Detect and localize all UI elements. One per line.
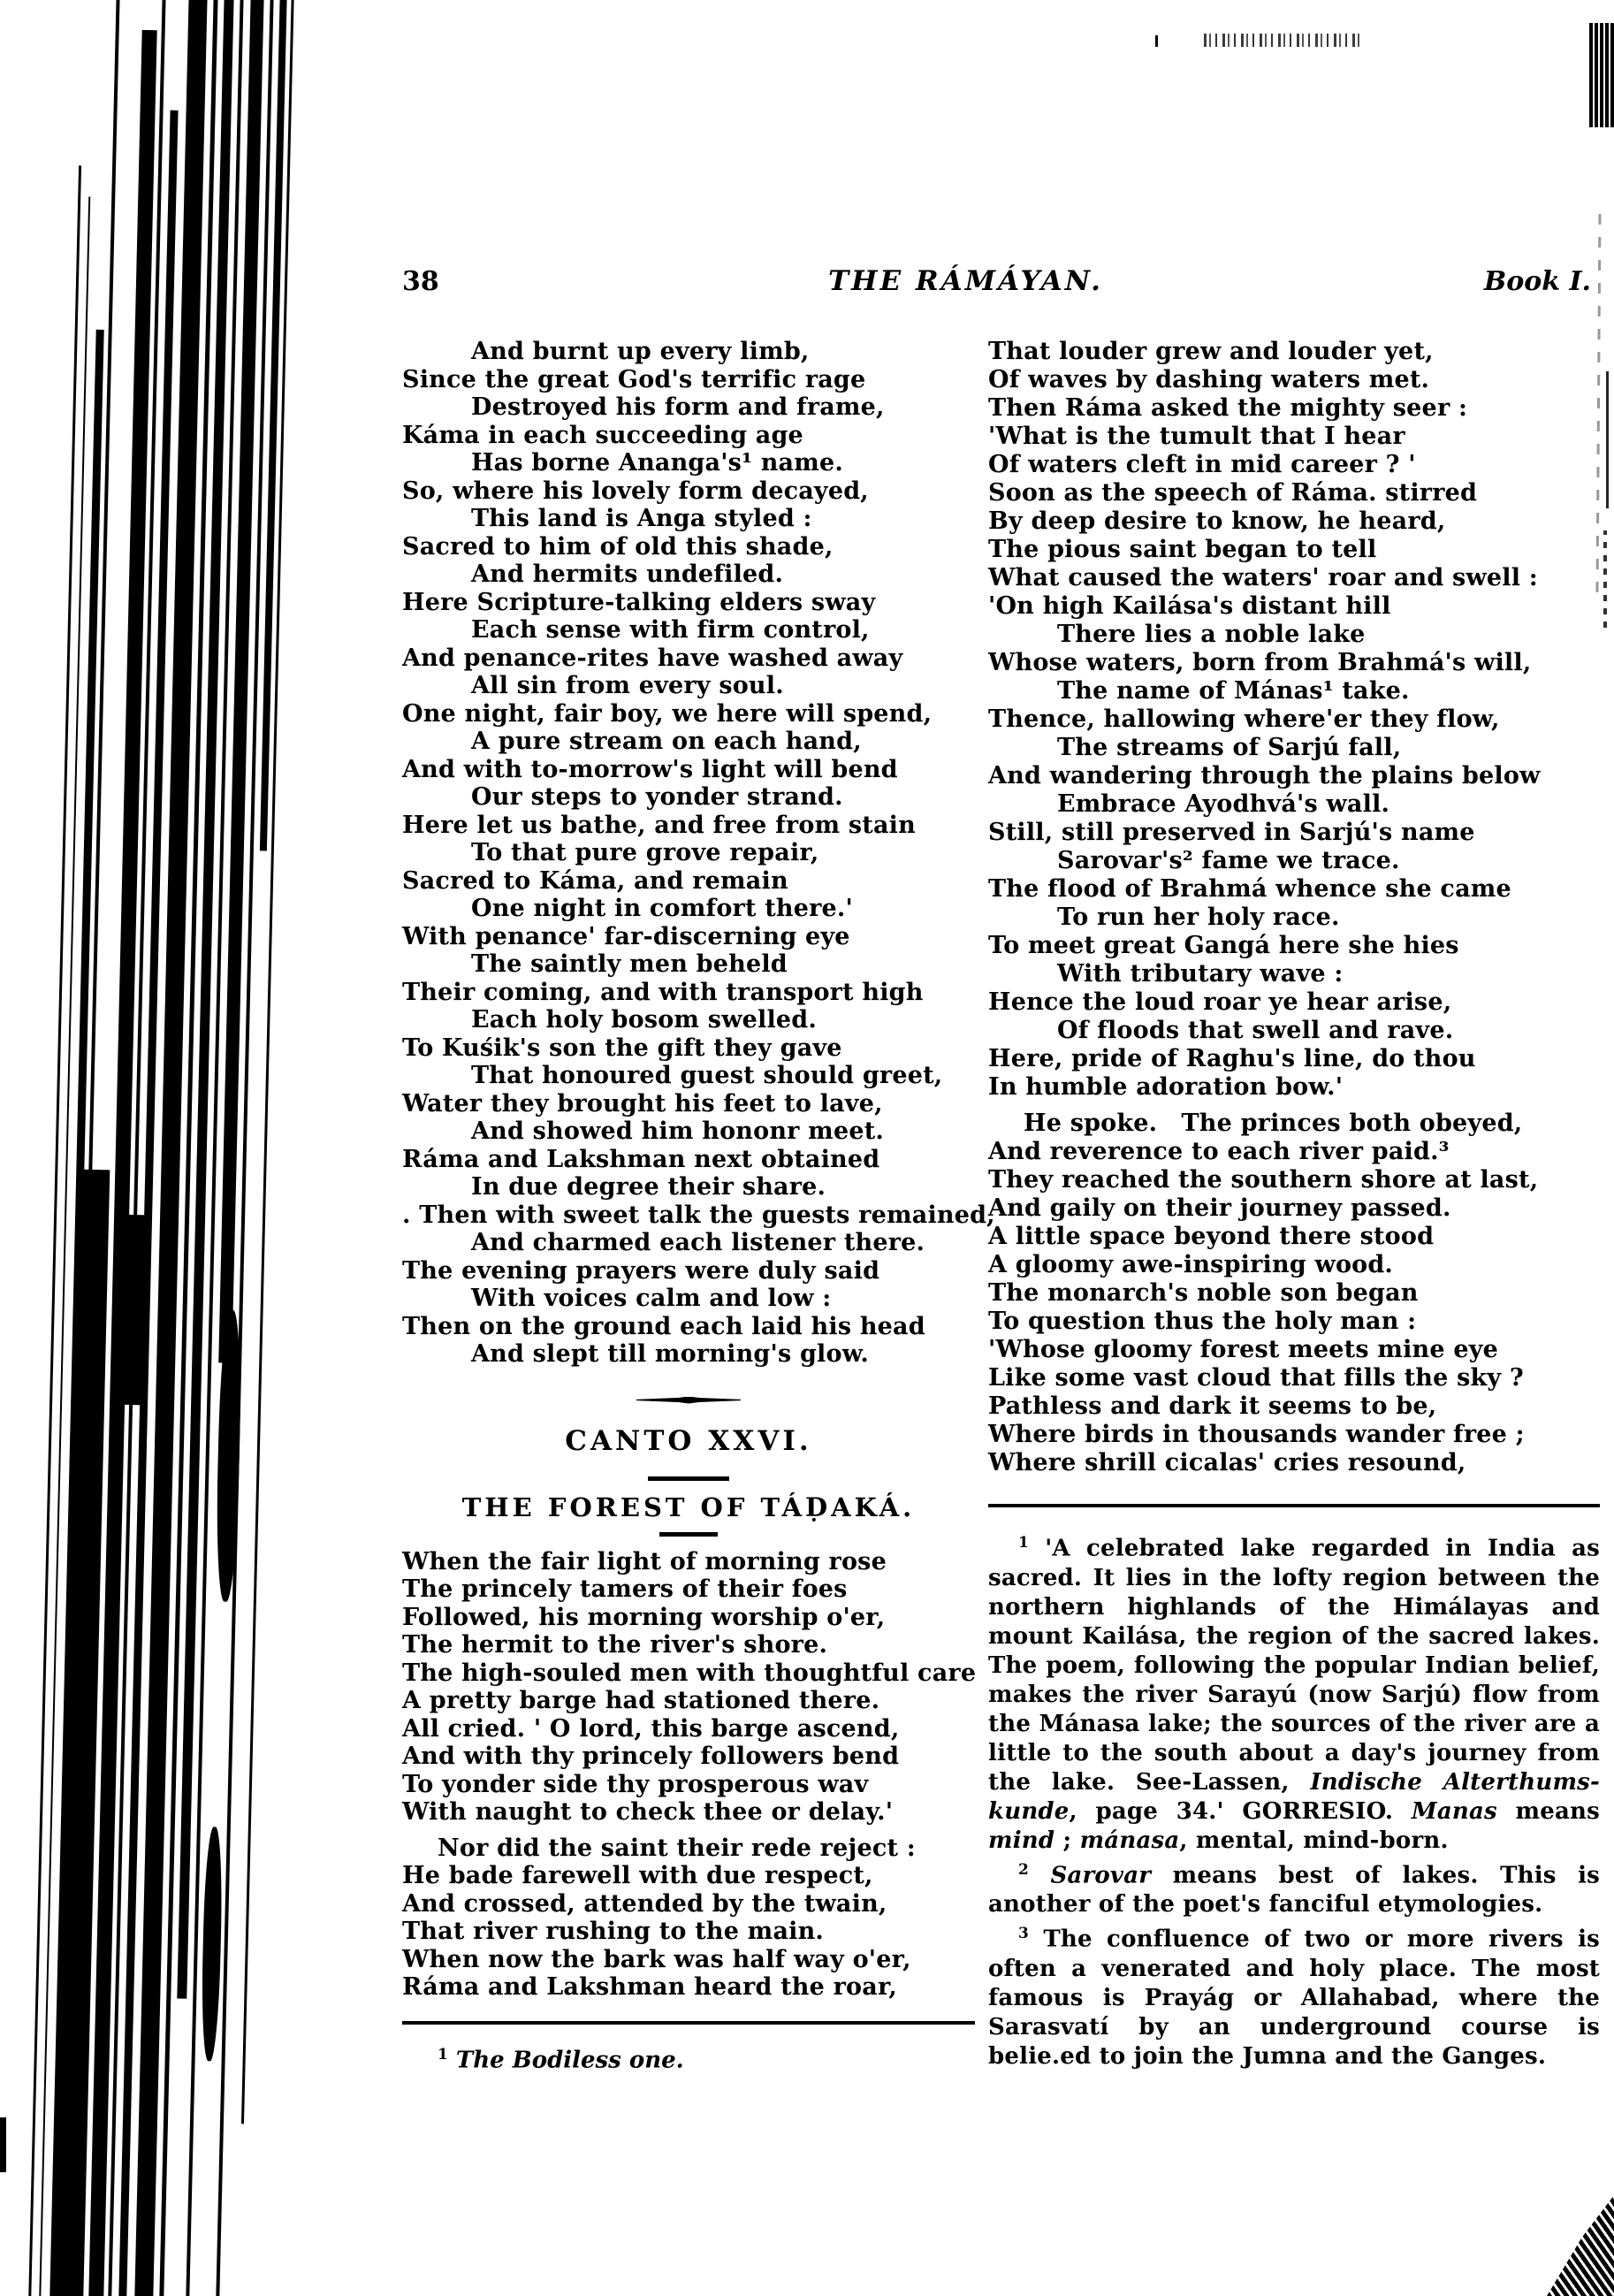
poem-line: Here, pride of Raghu's line, do thou	[988, 1045, 1476, 1072]
footnote	[988, 1919, 1600, 2071]
poem-line: Of floods that swell and rave.	[1057, 1017, 1454, 1044]
footnote-text: 'A celebrated lake regarded in India as sacred. It lies in the lofty region between the northern highlands of the Himálayas and mount Kailása, the region of the sacred lakes. The poem, following the popular Indian belief, makes the river Sarayú (now Sarjú) flow from the Mánasa lake; the sources of the river are a little to the south about a day's journey from the lake. See-Lassen, Indische Alterthums-kunde, page 34.' GORRESIO. Manas means mind ; mánasa, mental, mind-born.	[988, 1535, 1600, 1854]
scan-edge-dots	[1603, 530, 1607, 628]
poem-line: Since the great God's terrific rage	[402, 365, 866, 393]
poem-line: Pathless and dark it seems to be,	[988, 1392, 1437, 1420]
poem-line: Then on the ground each laid his head	[402, 1312, 925, 1340]
poem-line: To meet great Gangá here she hies	[988, 932, 1459, 959]
poem-line: He spoke. The princes both obeyed,	[1024, 1110, 1523, 1137]
left-column	[402, 338, 995, 2074]
poem-line: 'Whose gloomy forest meets mine eye	[988, 1336, 1498, 1363]
poem-line: Of waters cleft in mid career ? '	[988, 451, 1416, 478]
left-poem-1	[402, 338, 995, 1369]
poem-line: And burnt up every limb,	[471, 338, 810, 365]
poem-line: So, where his lovely form decayed,	[402, 477, 869, 505]
poem-line: Then Ráma asked the mighty seer :	[988, 394, 1468, 422]
poem-line: Here let us bathe, and free from stain	[402, 811, 916, 839]
footnote-marker: 1	[438, 2045, 448, 2063]
poem-line: Here Scripture-talking elders sway	[402, 588, 876, 616]
scan-edge-line	[1606, 371, 1609, 508]
poem-line: The evening prayers were duly said	[402, 1256, 880, 1285]
poem-line: And wandering through the plains below	[988, 762, 1541, 789]
poem-line: To yonder side thy prosperous wav	[402, 1770, 869, 1798]
poem-line: All cried. ' O lord, this barge ascend,	[402, 1714, 900, 1743]
poem-line: There lies a noble lake	[1057, 621, 1366, 648]
poem-line: And with to-morrow's light will bend	[402, 755, 898, 783]
poem-line: In humble adoration bow.'	[988, 1073, 1344, 1101]
poem-line: What caused the waters' roar and swell :	[988, 564, 1538, 591]
poem-line: And charmed each listener there.	[471, 1229, 925, 1256]
poem-line: Káma in each succeeding age	[402, 421, 803, 449]
poem-line: Where birds in thousands wander free ;	[988, 1421, 1525, 1448]
poem-line: The princely tamers of their foes	[402, 1575, 848, 1603]
footnote	[988, 1529, 1600, 1856]
scan-blot	[201, 1827, 224, 2061]
footnote-text: The confluence of two or more rivers is often a venerated and holy place. The most famous is Prayág or Allahabad, where the Sarasvatí by an underground course is belie.ed to join the Jumna and the Ganges.	[988, 1926, 1600, 2070]
poem-line: Ráma and Lakshman next obtained	[402, 1145, 880, 1173]
poem-line: When the fair light of morning rose	[402, 1547, 887, 1575]
poem-line: To Kuśik's son the gift they gave	[402, 1034, 842, 1062]
poem-line: In due degree their share.	[471, 1173, 826, 1201]
poem-line: To run her holy race.	[1057, 904, 1340, 931]
poem-line: Sacred to him of old this shade,	[402, 532, 834, 561]
footnotes	[988, 1529, 1600, 2071]
poem-line: One night in comfort there.'	[471, 895, 853, 922]
poem-line: Their coming, and with transport high	[402, 978, 924, 1006]
poem-line: One night, fair boy, we here will spend,	[402, 699, 933, 728]
right-poem	[988, 338, 1600, 1477]
footnote-separator	[402, 2021, 975, 2025]
left-poem-2	[402, 1548, 975, 2002]
chapter-heading: THE FOREST OF TÁḌAKÁ.	[461, 1491, 916, 1522]
poem-line: A pretty barge had stationed there.	[402, 1687, 880, 1714]
poem-line: Nor did the saint their rede reject :	[438, 1834, 916, 1862]
poem-line: And hermits undefiled.	[471, 561, 784, 588]
scan-mark	[0, 2117, 6, 2172]
poem-line: Like some vast cloud that fills the sky ?	[988, 1364, 1524, 1392]
poem-line: With voices calm and low :	[471, 1285, 832, 1312]
poem-line: 'On high Kailása's distant hill	[988, 592, 1391, 620]
book-label: Book I.	[1483, 266, 1591, 297]
poem-line: All sin from every soul.	[471, 672, 784, 699]
poem-line: And with thy princely followers bend	[402, 1743, 900, 1770]
scan-blot	[122, 1215, 151, 1406]
poem-line: Ráma and Lakshman heard the roar,	[402, 1973, 898, 2001]
poem-line: Still, still preserved in Sarjú's name	[988, 819, 1475, 846]
poem-line: Each holy bosom swelled.	[471, 1006, 817, 1034]
poem-line: By deep desire to know, he heard,	[988, 507, 1446, 535]
poem-line: Whose waters, born from Brahmá's will,	[988, 649, 1532, 676]
poem-line: That honoured guest should greet,	[471, 1062, 943, 1089]
poem-line: A gloomy awe-inspiring wood.	[988, 1251, 1394, 1278]
poem-line: The monarch's noble son began	[988, 1279, 1419, 1307]
poem-line: 'What is the tumult that I hear	[988, 423, 1405, 450]
scan-corner-top-right	[1589, 23, 1614, 127]
poem-line: And slept till morning's glow.	[471, 1340, 870, 1368]
poem-line: The pious saint began to tell	[988, 536, 1377, 563]
poem-line: And showed him hononr meet.	[471, 1117, 884, 1145]
page-title: THE RÁMÁYAN.	[828, 265, 1103, 297]
poem-line: With naught to check thee or delay.'	[402, 1798, 894, 1826]
canto-heading: CANTO XXVI.	[565, 1424, 812, 1457]
poem-line: Sarovar's² fame we trace.	[1057, 847, 1400, 874]
poem-line: They reached the southern shore at last,	[988, 1166, 1539, 1194]
poem-line: Hence the loud roar ye hear arise,	[988, 988, 1452, 1016]
poem-line: With penance' far-discerning eye	[402, 922, 850, 950]
section-ornament-rule	[636, 1397, 741, 1404]
poem-line: And penance-rites have washed away	[402, 644, 903, 672]
poem-line: The streams of Sarjú fall,	[1057, 734, 1402, 761]
footnote-marker: 2	[1018, 1860, 1030, 1879]
poem-line: Has borne Ananga's¹ name.	[471, 449, 843, 477]
poem-line: The name of Mánas¹ take.	[1057, 677, 1410, 705]
poem-line: Water they brought his feet to lave,	[402, 1089, 883, 1117]
poem-line: Sacred to Káma, and remain	[402, 866, 788, 895]
footnote-separator	[988, 1504, 1600, 1507]
poem-line: The saintly men beheld	[471, 950, 788, 978]
poem-line: This land is Anga styled :	[471, 505, 812, 532]
page-number: 38	[402, 266, 439, 297]
poem-line: He bade farewell with due respect,	[402, 1862, 873, 1889]
poem-line: Followed, his morning worship o'er,	[402, 1603, 886, 1631]
heading-rule	[648, 1476, 729, 1481]
footnote-marker: 3	[1018, 1925, 1030, 1943]
footnote-marker: 1	[1018, 1534, 1030, 1552]
footnote-text: Sarovar means best of lakes. This is another of the poet's fanciful etymologies.	[988, 1862, 1600, 1918]
poem-line: That louder grew and louder yet,	[988, 338, 1434, 365]
poem-line: And reverence to each river paid.³	[988, 1138, 1450, 1165]
right-column	[988, 338, 1600, 2071]
scan-corner-bottom-right	[1547, 2195, 1614, 2296]
footnote-text: The Bodiless one.	[455, 2047, 684, 2074]
poem-line: And gaily on their journey passed.	[988, 1194, 1451, 1222]
poem-line: Soon as the speech of Ráma. stirred	[988, 479, 1478, 507]
poem-line: . Then with sweet talk the guests remained,	[402, 1201, 995, 1229]
poem-line: The high-souled men with thoughtful care	[402, 1659, 977, 1687]
poem-line: To question thus the holy man :	[988, 1308, 1417, 1335]
poem-line: The flood of Brahmá whence she came	[988, 875, 1511, 903]
poem-line: The hermit to the river's shore.	[402, 1631, 828, 1659]
poem-line: That river rushing to the main.	[402, 1918, 825, 1945]
poem-line: Destroyed his form and frame,	[471, 393, 885, 421]
poem-line: A pure stream on each hand,	[471, 728, 862, 755]
poem-line: A little space beyond there stood	[988, 1223, 1435, 1250]
poem-line: Each sense with firm control,	[471, 616, 870, 644]
scan-tick	[1155, 35, 1158, 47]
running-header	[402, 265, 1591, 297]
footnote	[402, 2046, 975, 2074]
poem-line: With tributary wave :	[1057, 960, 1344, 988]
poem-line: Thence, hallowing where'er they flow,	[988, 706, 1500, 733]
poem-line: Of waves by dashing waters met.	[988, 366, 1430, 393]
scan-smudge-top	[1204, 34, 1361, 47]
poem-line: Embrace Ayodhvá's wall.	[1057, 790, 1390, 818]
poem-line: Our steps to yonder strand.	[471, 783, 843, 811]
footnote	[988, 1856, 1600, 1920]
heading-rule	[659, 1532, 718, 1537]
poem-line: When now the bark was half way o'er,	[402, 1945, 911, 1973]
poem-line: And crossed, attended by the twain,	[402, 1889, 887, 1918]
poem-line: To that pure grove repair,	[471, 839, 819, 866]
poem-line: Where shrill cicalas' cries resound,	[988, 1449, 1466, 1476]
scan-gutter-streaks	[0, 0, 316, 2296]
